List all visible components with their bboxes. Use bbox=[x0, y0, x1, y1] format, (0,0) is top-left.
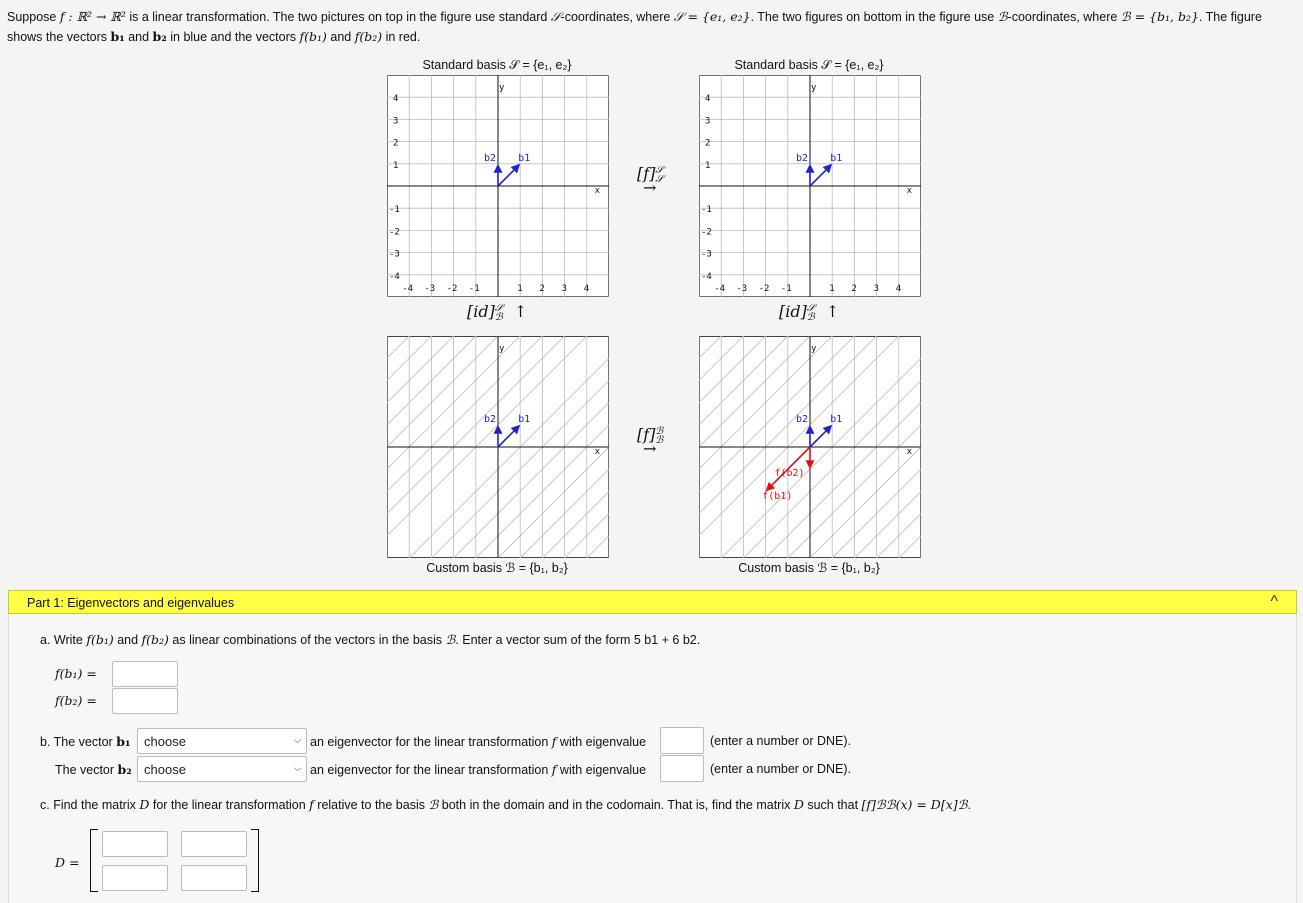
label-b2: b2 bbox=[796, 152, 809, 164]
b2-eigenvector-select[interactable]: choose ⌵ bbox=[137, 756, 307, 782]
tick-label-y: -2 bbox=[389, 227, 400, 238]
fb1-answer-input[interactable] bbox=[112, 661, 178, 687]
question-b-line2: The vector b₂ bbox=[55, 762, 132, 777]
tick-label-x: -4 bbox=[402, 284, 414, 294]
label-b1: b1 bbox=[518, 413, 531, 425]
tick-label-x: 4 bbox=[583, 284, 590, 294]
matrix-d-12-input[interactable] bbox=[181, 831, 247, 857]
top-left-title: Standard basis 𝒮 = {e₁, e₂} bbox=[422, 58, 572, 72]
label-b1: b1 bbox=[830, 413, 843, 425]
arrow-id-right: [id] 𝒮 ℬ ↑ bbox=[779, 302, 840, 323]
arrow-id-left: [id] 𝒮 ℬ ↑ bbox=[467, 302, 528, 323]
tick-label-x: 3 bbox=[873, 284, 880, 294]
tick-label-y: -1 bbox=[389, 205, 400, 216]
tick-label-y: 1 bbox=[393, 160, 399, 171]
tick-label-y: 4 bbox=[393, 94, 399, 105]
label-fb1: f(b1) bbox=[762, 491, 793, 503]
label-b2: b2 bbox=[484, 413, 497, 425]
matrix-right-bracket bbox=[251, 829, 259, 892]
tick-label-y: -2 bbox=[701, 227, 712, 238]
problem-statement: Suppose f : ℝ² → ℝ² is a linear transformation. The two pictures on top in the figure use standard 𝒮-coordinates, where 𝒮 = {e₁, e₂}. The two figures on bottom in the figure use ℬ-coordinates, where ℬ = {b₁, b₂}. The figure shows the vectors b₁ and b₂ in blue and the vectors f(b₁) and f(b₂) in red. bbox=[7, 9, 1262, 44]
x-axis-label: x bbox=[594, 447, 600, 457]
matrix-d-11-input[interactable] bbox=[102, 831, 168, 857]
b2-eigenvalue-input[interactable] bbox=[660, 755, 704, 782]
tick-label-y: 3 bbox=[393, 116, 399, 127]
tick-label-y: -1 bbox=[701, 205, 712, 216]
b2-hint: (enter a number or DNE). bbox=[710, 762, 852, 776]
tick-label-x: -2 bbox=[446, 284, 458, 294]
question-a: a. Write f(b₁) and f(b₂) as linear combinations of the vectors in the basis ℬ. Enter a vector sum of the form 5 b1 + 6 b2. bbox=[40, 632, 701, 647]
matrix-d-22-input[interactable] bbox=[181, 865, 247, 891]
plot-standard-codomain bbox=[699, 75, 921, 297]
tick-label-x: 2 bbox=[539, 284, 545, 294]
fb2-label: f(b₂) = bbox=[55, 693, 97, 708]
tick-label-x: 1 bbox=[517, 284, 523, 294]
chevron-down-icon: ⌵ bbox=[294, 735, 301, 745]
matrix-d-label: D = bbox=[55, 855, 80, 870]
plot-custom-codomain bbox=[699, 336, 921, 558]
bottom-left-title: Custom basis ℬ = {b₁, b₂} bbox=[426, 561, 568, 575]
tick-label-x: -3 bbox=[424, 284, 436, 294]
b1-hint: (enter a number or DNE). bbox=[710, 734, 852, 748]
label-b1: b1 bbox=[830, 152, 843, 164]
matrix-d-21-input[interactable] bbox=[102, 865, 168, 891]
matrix-left-bracket bbox=[90, 829, 98, 892]
tick-label-x: 2 bbox=[851, 284, 857, 294]
question-c: c. Find the matrix D for the linear transformation f relative to the basis ℬ both in the domain and in the codomain. That is, find the matrix D such that [f]ℬℬ(x) = D[x]ℬ. bbox=[40, 797, 971, 812]
part-1-header[interactable] bbox=[8, 590, 1297, 614]
y-axis-label: y bbox=[499, 344, 505, 354]
label-b1: b1 bbox=[518, 152, 531, 164]
tick-label-y: 2 bbox=[393, 138, 399, 149]
b1-eigenvalue-input[interactable] bbox=[660, 727, 704, 754]
question-b-line2-text: an eigenvector for the linear transformation f with eigenvalue bbox=[310, 762, 647, 777]
tick-label-y: -3 bbox=[389, 249, 400, 260]
tick-label-x: -4 bbox=[714, 284, 726, 294]
part-1-title: Part 1: Eigenvectors and eigenvalues bbox=[27, 596, 235, 610]
y-axis-label: y bbox=[499, 83, 505, 93]
bottom-right-title: Custom basis ℬ = {b₁, b₂} bbox=[738, 561, 880, 575]
plot-standard-domain bbox=[387, 75, 609, 297]
label-b2: b2 bbox=[484, 152, 497, 164]
tick-label-x: 4 bbox=[895, 284, 902, 294]
question-b-line1: b. The vector b₁ bbox=[40, 734, 131, 749]
x-axis-label: x bbox=[594, 186, 600, 196]
tick-label-x: -3 bbox=[736, 284, 748, 294]
tick-label-x: -2 bbox=[758, 284, 770, 294]
tick-label-x: -1 bbox=[780, 284, 792, 294]
chevron-down-icon: ⌵ bbox=[294, 763, 301, 773]
top-right-title: Standard basis 𝒮 = {e₁, e₂} bbox=[734, 58, 884, 72]
arrow-f-standard: [f] 𝒮 𝒮 → bbox=[637, 164, 664, 197]
tick-label-x: -1 bbox=[468, 284, 480, 294]
collapse-chevron-icon[interactable]: ^ bbox=[1270, 593, 1278, 610]
tick-label-x: 3 bbox=[561, 284, 568, 294]
tick-label-y: 4 bbox=[705, 94, 711, 105]
tick-label-y: 3 bbox=[705, 116, 711, 127]
y-axis-label: y bbox=[811, 83, 817, 93]
b1-eigenvector-select[interactable]: choose ⌵ bbox=[137, 728, 307, 754]
label-b2: b2 bbox=[796, 413, 809, 425]
tick-label-y: 2 bbox=[705, 138, 711, 149]
tick-label-y: -4 bbox=[389, 271, 400, 282]
x-axis-label: x bbox=[906, 447, 912, 457]
x-axis-label: x bbox=[906, 186, 912, 196]
fb2-answer-input[interactable] bbox=[112, 688, 178, 714]
label-fb2: f(b2) bbox=[774, 467, 805, 479]
tick-label-y: -3 bbox=[701, 249, 712, 260]
tick-label-x: 1 bbox=[829, 284, 835, 294]
question-b-line1-text: an eigenvector for the linear transformation f with eigenvalue bbox=[310, 734, 647, 749]
y-axis-label: y bbox=[811, 344, 817, 354]
tick-label-y: 1 bbox=[705, 160, 711, 171]
tick-label-y: -4 bbox=[701, 271, 712, 282]
fb1-label: f(b₁) = bbox=[55, 666, 97, 681]
plot-custom-domain bbox=[387, 336, 609, 558]
arrow-f-custom: [f] ℬ ℬ → bbox=[637, 425, 664, 458]
